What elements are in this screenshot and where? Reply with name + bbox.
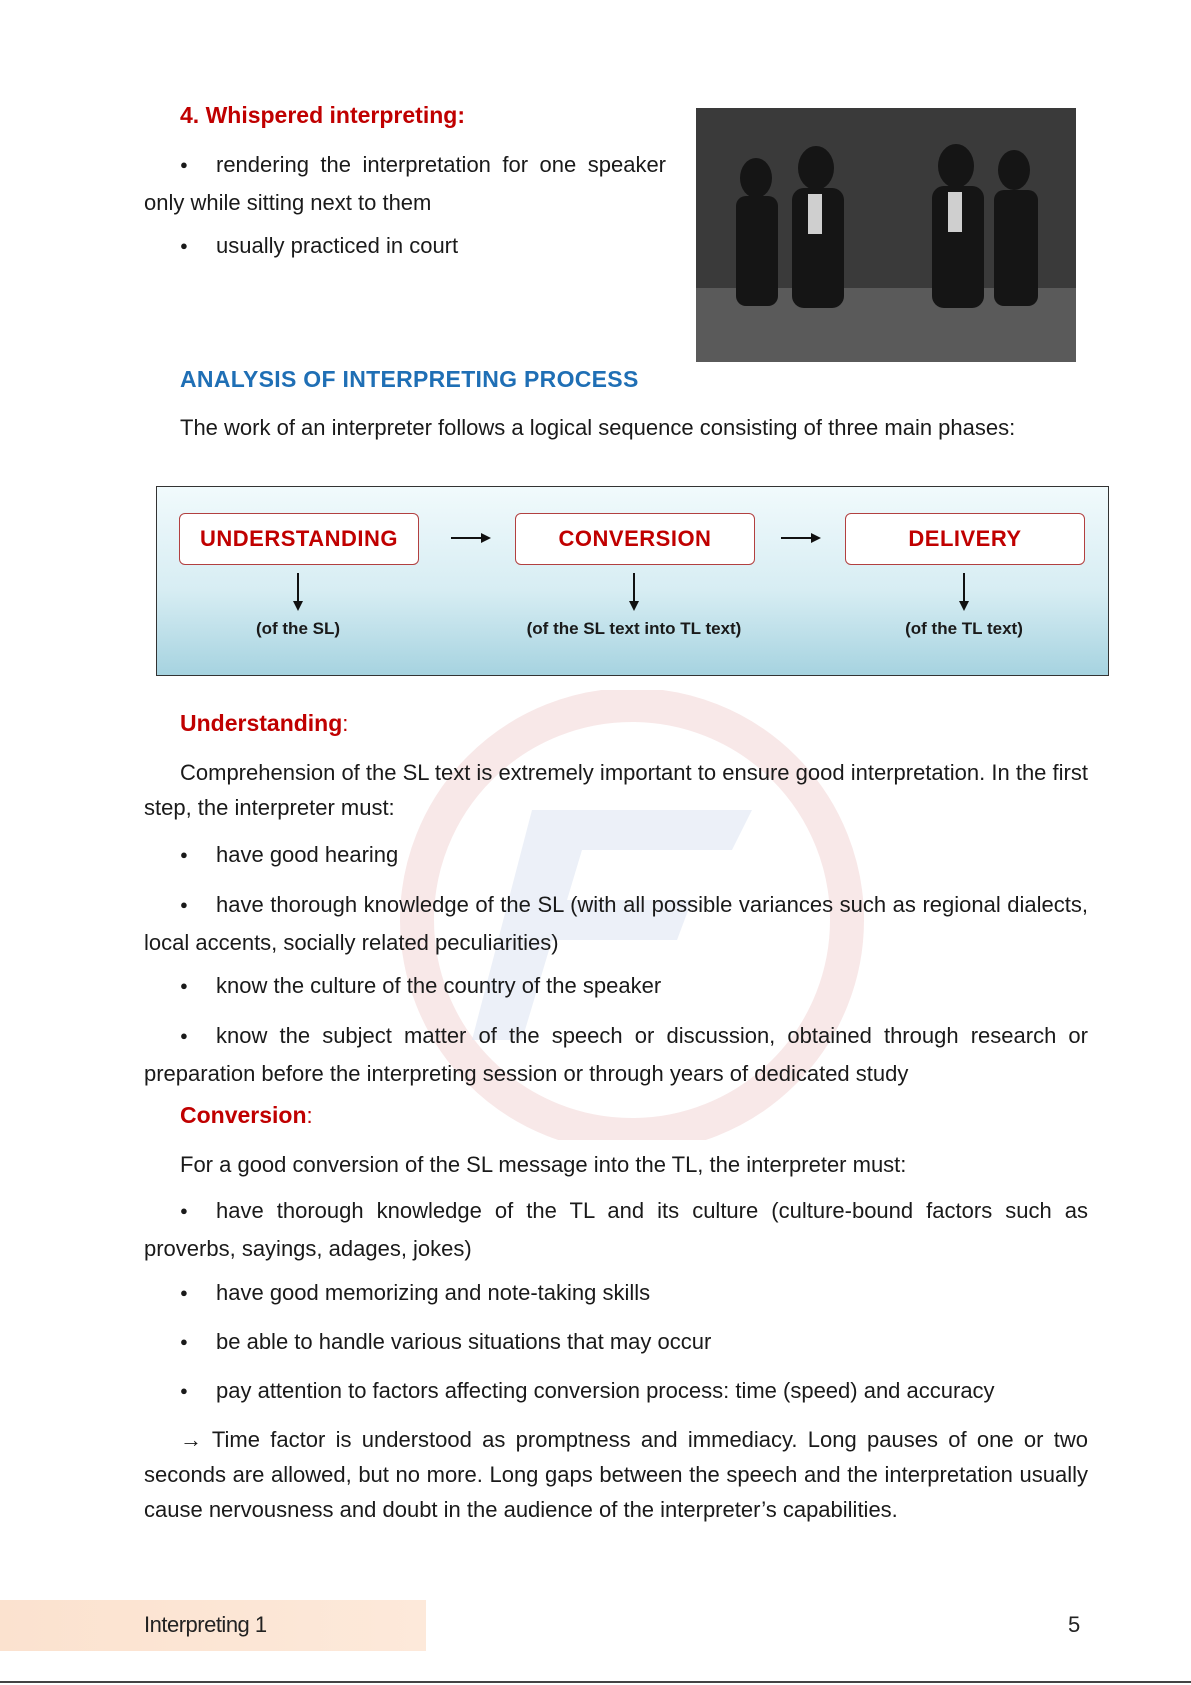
list-item: ●have thorough knowledge of the SL (with all possible variances such as regional dialects, local accents, socially related peculiarities) bbox=[144, 887, 1088, 960]
understanding-intro: Comprehension of the SL text is extremely important to ensure good interpretation. In the first step, the interpreter must: bbox=[144, 760, 1088, 820]
bullet-icon bbox=[144, 1018, 180, 1056]
footer-course-label: Interpreting 1 bbox=[144, 1612, 267, 1637]
time-factor-note: → Time factor is understood as promptness and immediacy. Long pauses of one or two seconds are allowed, but no more. Long gaps between the speech and the interpretation usually cause nervousness and doubt in the audience of the interpreter’s capabilities. bbox=[144, 1427, 1088, 1522]
page-number: 5 bbox=[1068, 1612, 1081, 1637]
analysis-intro: The work of an interpreter follows a logical sequence consisting of three main phases: bbox=[180, 415, 1016, 440]
arrow-down-icon bbox=[626, 573, 642, 611]
bullet-icon bbox=[144, 1373, 180, 1411]
list-item: ●have good hearing bbox=[144, 837, 1088, 875]
arrow-right-icon bbox=[451, 530, 491, 546]
list-item: ●know the subject matter of the speech or discussion, obtained through research or preparation before the interpreting session or through years of dedicated study bbox=[144, 1018, 1088, 1091]
bullet-icon bbox=[144, 1324, 180, 1362]
arrow-down-icon bbox=[290, 573, 306, 611]
list-item: ●be able to handle various situations that may occur bbox=[144, 1324, 1088, 1362]
subheading-understanding: Understanding: bbox=[180, 710, 349, 736]
subheading-conversion: Conversion: bbox=[180, 1102, 313, 1128]
list-item: ●rendering the interpretation for one speaker only while sitting next to them bbox=[144, 147, 666, 220]
section-heading-whispered: 4. Whispered interpreting: bbox=[180, 102, 465, 128]
conversion-intro: For a good conversion of the SL message into the TL, the interpreter must: bbox=[180, 1152, 907, 1177]
list-item: ●pay attention to factors affecting conversion process: time (speed) and accuracy bbox=[144, 1373, 1088, 1411]
list-item: ●usually practiced in court bbox=[144, 228, 666, 266]
bullet-icon bbox=[144, 228, 180, 266]
arrow-right-icon: → bbox=[180, 1427, 202, 1452]
bullet-icon bbox=[144, 1193, 180, 1231]
bullet-icon bbox=[144, 147, 180, 185]
bullet-icon bbox=[144, 837, 180, 875]
bullet-icon bbox=[144, 1275, 180, 1313]
phase-sub-delivery: (of the TL text) bbox=[905, 619, 1023, 638]
phase-sub-conversion: (of the SL text into TL text) bbox=[526, 619, 742, 638]
section-heading-analysis: ANALYSIS OF INTERPRETING PROCESS bbox=[180, 366, 639, 392]
list-item: ●have thorough knowledge of the TL and its culture (culture-bound factors such as proverbs, sayings, adages, jokes) bbox=[144, 1193, 1088, 1266]
photo-interpreters-seated bbox=[696, 108, 1076, 362]
page-bottom-rule bbox=[0, 1681, 1191, 1683]
bullet-icon bbox=[144, 887, 180, 925]
bullet-icon bbox=[144, 968, 180, 1006]
list-item: ●have good memorizing and note-taking skills bbox=[144, 1275, 1088, 1313]
phase-box-conversion: CONVERSION bbox=[515, 513, 755, 565]
arrow-right-icon bbox=[781, 530, 821, 546]
list-item: ●know the culture of the country of the speaker bbox=[144, 968, 1088, 1006]
phase-sub-understanding: (of the SL) bbox=[255, 619, 341, 638]
arrow-down-icon bbox=[956, 573, 972, 611]
phase-box-understanding: UNDERSTANDING bbox=[179, 513, 419, 565]
interpreting-process-diagram bbox=[156, 486, 1109, 676]
phase-box-delivery: DELIVERY bbox=[845, 513, 1085, 565]
